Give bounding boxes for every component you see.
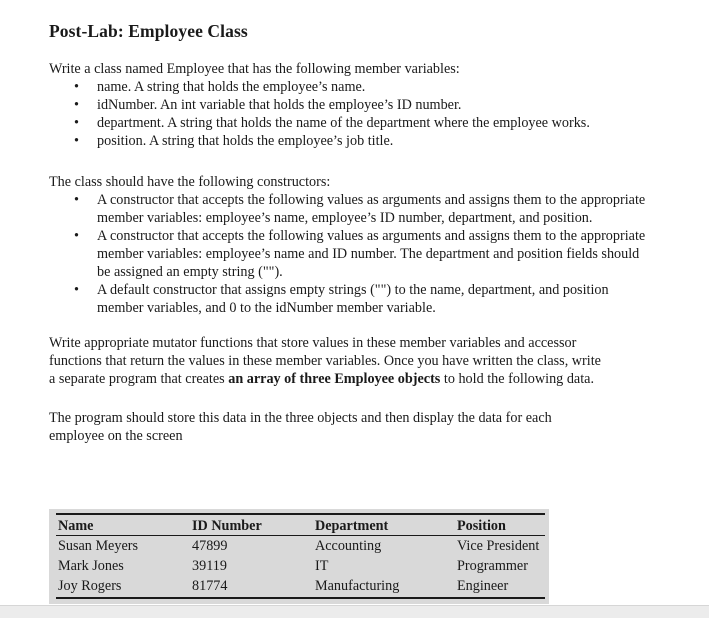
program-paragraph: The program should store this data in the three objects and then display the data for each employee on the screen <box>49 410 552 444</box>
bullet-icon: • <box>74 79 79 95</box>
table-cell: 39119 <box>192 558 227 574</box>
intro-text: Write a class named Employee that has the following member variables: <box>49 61 460 77</box>
column-header-department: Department <box>315 518 389 534</box>
column-header-position: Position <box>457 518 506 534</box>
table-cell: Programmer <box>457 558 528 574</box>
table-bottom-rule <box>56 597 545 599</box>
bullet-icon: • <box>74 192 79 208</box>
table-cell: Mark Jones <box>58 558 124 574</box>
table-cell: Manufacturing <box>315 578 400 594</box>
table-top-rule <box>56 513 545 515</box>
employee-data-table <box>49 509 549 604</box>
table-cell: IT <box>315 558 329 574</box>
list-item: • A constructor that accepts the following values as arguments and assigns them to the appropriate member variables: employee’s name and ID number. The department and position fields should be assigned an empty string (""). <box>74 228 646 280</box>
column-header-id: ID Number <box>192 518 262 534</box>
column-header-name: Name <box>58 518 94 534</box>
list-item: • name. A string that holds the employee’s name. <box>74 79 366 95</box>
table-cell: 81774 <box>192 578 228 594</box>
bullet-icon: • <box>74 282 79 298</box>
table-cell: Accounting <box>315 538 382 554</box>
table-cell: Susan Meyers <box>58 538 138 554</box>
table-cell: 47899 <box>192 538 228 554</box>
list-item: • idNumber. An int variable that holds the employee’s ID number. <box>74 97 462 113</box>
page-title: Post-Lab: Employee Class <box>49 21 248 41</box>
bullet-icon: • <box>74 115 79 131</box>
mutator-paragraph: Write appropriate mutator functions that store values in these member variables and accessor functions that return the values in these member variables. Once you have written the class, write a separate program that creates an array of three Employee objects to hold the following data. <box>49 335 601 387</box>
table-cell: Engineer <box>457 578 509 594</box>
member-variable-list <box>49 78 590 150</box>
table-cell: Joy Rogers <box>58 578 122 594</box>
list-item: • A constructor that accepts the following values as arguments and assigns them to the appropriate member variables: employee’s name, employee’s ID number, department, and position. <box>74 192 646 226</box>
bullet-icon: • <box>74 97 79 113</box>
constructor-list <box>49 191 645 317</box>
list-item: • position. A string that holds the employee’s job title. <box>74 133 394 149</box>
bullet-icon: • <box>74 133 79 149</box>
list-item: • department. A string that holds the name of the department where the employee works. <box>74 115 590 131</box>
viewer-bottom-edge <box>0 605 709 618</box>
bullet-icon: • <box>74 228 79 244</box>
table-cell: Vice President <box>457 538 540 554</box>
table-header-rule <box>56 535 545 536</box>
constructors-intro: The class should have the following constructors: <box>49 174 331 190</box>
list-item: • A default constructor that assigns empty strings ("") to the name, department, and position member variables, and 0 to the idNumber member variable. <box>74 282 609 316</box>
